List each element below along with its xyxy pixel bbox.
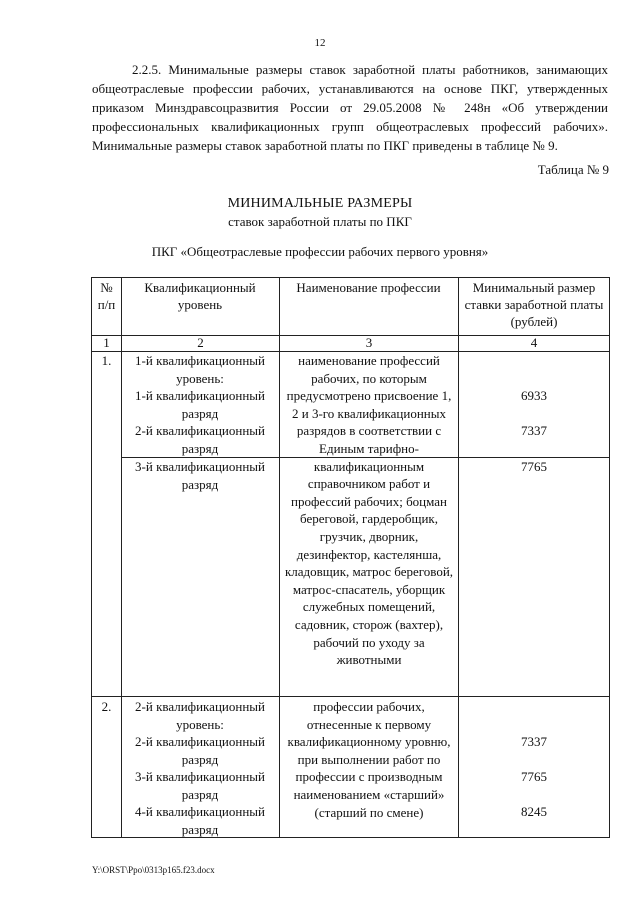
row2-number: 2. [101, 699, 112, 714]
table-title: МИНИМАЛЬНЫЕ РАЗМЕРЫ [227, 196, 413, 211]
page-number: 12 [314, 37, 326, 49]
row2-rate-1: 7337 [521, 734, 547, 749]
salary-table [91, 277, 610, 838]
footer-file-path: Y:\ORST\Ppo\0313p165.f23.docx [92, 865, 215, 875]
row-divider [91, 696, 610, 697]
col-divider-3 [458, 277, 459, 838]
table-border-right [609, 277, 610, 838]
row2-level-heading: 2-й квалификационный уровень: [135, 699, 265, 732]
row1-level-heading: 1-й квалификационный уровень: [135, 353, 265, 386]
col-number-2: 2 [197, 335, 204, 350]
col-number-3: 3 [365, 335, 373, 350]
table-caption: Таблица № 9 [537, 162, 609, 177]
row1-rate-2: 7337 [521, 423, 547, 438]
row1-number: 1. [101, 353, 112, 368]
row1-level-grade2: 2-й квалификационный разряд [135, 423, 265, 456]
col-divider-2 [279, 277, 280, 838]
row1-rate-1: 6933 [521, 388, 547, 403]
table-group-title: ПКГ «Общеотраслевые профессии рабочих первого уровня» [151, 244, 489, 259]
col-number-1: 1 [103, 335, 110, 350]
table-border-top [91, 277, 610, 278]
row2-rate-2: 7765 [521, 769, 547, 784]
row2-level-grade3: 3-й квалификационный разряд [135, 769, 265, 802]
row2-level-grade2: 2-й квалификационный разряд [135, 734, 265, 767]
header-level: Квалификационный уровень [144, 280, 256, 312]
row2-profession: профессии рабочих, отнесенные к первому квалификационному уровню, при выполнении работ по профессии с производным наименованием «старший» (старший по смене) [287, 699, 451, 820]
col-divider-1 [121, 277, 122, 838]
paragraph-2-2-5: 2.2.5. Минимальные размеры ставок заработной платы работников, занимающих общеотраслевые профессии рабочих, устанавливаются на основе ПКГ, утвержденных приказом Минздравсоцразвития России от 29.05.2008 № 248н «Об утверждении профессиональных квалификационных групп общеотраслевых профессий рабочих». Минимальные размеры ставок заработной платы по ПКГ приведены в таблице № 9. [92, 62, 608, 153]
row2-level-grade4: 4-й квалификационный разряд [135, 804, 265, 837]
table-subtitle: ставок заработной платы по ПКГ [228, 214, 412, 229]
header-profession: Наименование профессии [296, 280, 441, 295]
row1-profession: наименование профессий рабочих, по которым предусмотрено присвоение 1, 2 и 3-го квалификационных разрядов в соответствии с Единым тарифно-квалификационным справочником работ и профессий рабочих; боцман береговой, гардеробщик, грузчик, дворник, дезинфектор, кастелянша, кладовщик, матрос береговой, матрос-спасатель, уборщик служебных помещений, садовник, сторож (вахтер), рабочий по уходу за животными [284, 353, 454, 668]
row2-rate-3: 8245 [521, 804, 547, 819]
row1-level-grade1: 1-й квалификационный разряд [135, 388, 265, 421]
header-rate: Минимальный размер ставки заработной платы (рублей) [464, 280, 604, 329]
header-number: № п/п [97, 280, 116, 312]
col-number-4: 4 [530, 335, 538, 350]
row1-rate-3: 7765 [521, 459, 547, 474]
row1-level-grade3: 3-й квалификационный разряд [135, 459, 265, 492]
